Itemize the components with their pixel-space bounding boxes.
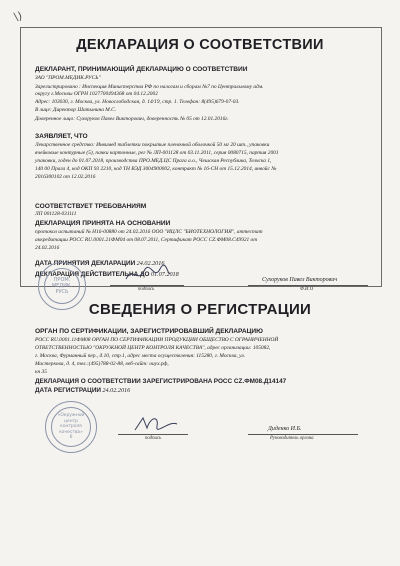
organ-heading: ОРГАН ПО СЕРТИФИКАЦИИ, ЗАРЕГИСТРИРОВАВШИЙ ДЕКЛАРАЦИЮ — [35, 328, 263, 335]
signature-caption: подпись — [138, 287, 155, 292]
accept-date-value: 24.02.2016 — [136, 260, 165, 267]
corner-mark: \) — [12, 9, 24, 24]
declarant-line-4: В лице: Директор Шатынина М.С. — [35, 107, 117, 113]
declarant-line-1: Зарегистрировано : Инспекция Министерства РФ по налогам и сборам №7 по Центральному адм. — [35, 84, 264, 90]
states-heading: ЗАЯВЛЯЕТ, ЧТО — [35, 133, 88, 140]
declarant-heading: ДЕКЛАРАНТ, ПРИНИМАЮЩИЙ ДЕКЛАРАЦИЮ О СООТВЕТСТВИИ — [35, 66, 248, 73]
basis-heading: ДЕКЛАРАЦИЯ ПРИНЯТА НА ОСНОВАНИИ — [35, 220, 171, 227]
company-stamp-ring — [44, 268, 80, 304]
states-line-4: 2016300102 от 12.02.2016 — [35, 174, 96, 180]
registered-label: ДЕКЛАРАЦИЯ О СООТВЕТСТВИИ ЗАРЕГИСТРИРОВАНА — [35, 378, 213, 385]
declarant-line-2: округу г.Москвы ОГРН 1027700494368 от 04.12.2002 — [35, 91, 158, 97]
organ-line-4: кн 35 — [35, 369, 47, 375]
registered-row — [35, 378, 286, 386]
basis-line-1: аккредитации РОСС RU.0001.21ФМ04 от 08.07.2011, Сертификат РОСС CZ.ФМ08.С49921 от — [35, 237, 258, 243]
accept-date-label: ДАТА ПРИНЯТИЯ ДЕКЛАРАЦИИ — [35, 260, 136, 267]
certification-body-stamp: «Окружной центр контроля качества» 6 — [45, 401, 97, 453]
head-signature-scrawl — [133, 412, 179, 434]
organ-line-2: г. Москва, Фурманный пер., д.10, стр.1, адрес места осуществления: 115280, г. Москва, ул. — [35, 353, 246, 359]
complies-value: ЛП 001128-031111 — [35, 211, 77, 217]
declarant-signature-line — [110, 285, 184, 286]
states-line-3: 140 00 Прага 4, код ОКП 93 2210, код ТН ВЭД 3004900002, контракт № 16-CH от 15.12.2014, инвойс № — [35, 166, 277, 172]
states-line-0: Лекарственное средство: Инвимед таблетки покрытые пленочной оболочкой 50 мг 20 шт., упаковки — [35, 142, 270, 148]
organ-line-0: РОСС RU.0001.11ФМ08 ОРГАН ПО СЕРТИФИКАЦИИ ПРОДУКЦИИ ОБЩЕСТВО С ОГРАНИЧЕННОЙ — [35, 337, 279, 343]
states-line-1: ячейковые контурные (5), пачки картонные, рег № ЛП-001128 от 03.11.2011, серия 0080715, партия 2001 — [35, 150, 279, 156]
declaration-title: ДЕКЛАРАЦИЯ О СООТВЕТСТВИИ — [76, 37, 324, 53]
basis-line-2: 24.02.2016 — [35, 245, 60, 251]
complies-heading: СООТВЕТСТВУЕТ ТРЕБОВАНИЯМ — [35, 203, 147, 210]
states-line-2: упаковки, годен до 01.07.2018, производства ПРО.МЕД.ЦС Прага а.о., Чешская Республика, Телчска 1, — [35, 158, 272, 164]
valid-date-value: 01.07.2018 — [150, 271, 179, 278]
registered-number: РОСС CZ.ФМ08.Д14147 — [213, 378, 287, 385]
organ-line-1: ОТВЕТСТВЕННОСТЬЮ "ОКРУЖНОЙ ЦЕНТР КОНТРОЛЯ КАЧЕСТВА", адрес организации: 105082, — [35, 345, 271, 351]
declarant-signature-scrawl — [124, 263, 172, 285]
reg-date-value: 24.02.2016 — [102, 387, 131, 394]
signer-name-line — [248, 285, 368, 286]
signature-caption-2: подпись — [145, 436, 162, 441]
company-stamp: ПРОМ. МЕДИК. РУСЬ — [38, 262, 86, 310]
declarant-line-5: Доверенное лицо: Сухоруков Павел Викторович, доверенность № 05 от 12.01.2016г. — [35, 116, 229, 122]
organ-line-3: Мастеркова, д. 4, тел.:(495)788-02-88, веб-сайт: ouyx.pф, — [35, 361, 169, 367]
signer-name: Сухоруков Павел Викторович — [262, 277, 338, 283]
head-name-line — [248, 434, 358, 435]
head-caption: Руководитель органа — [270, 436, 314, 441]
reg-date-label: ДАТА РЕГИСТРАЦИИ — [35, 387, 102, 394]
certification-stamp-ring — [51, 407, 91, 447]
registration-title: СВЕДЕНИЯ О РЕГИСТРАЦИИ — [88, 301, 312, 318]
declarant-line-0: ЗАО "ПРОМ.МЕДИК.РУСЬ" — [35, 75, 101, 81]
valid-label: ДЕКЛАРАЦИЯ ДЕЙСТВИТЕЛЬНА ДО — [35, 271, 150, 278]
name-caption: Ф.И.О — [300, 287, 314, 292]
basis-line-0: протокол испытаний № Н16-00880 от 24.02.2016 ООО "ИЦЛС "БИОТЕХНОЛОГИЯ", аттестат — [35, 229, 263, 235]
reg-date-row — [35, 387, 130, 395]
head-signature-line — [118, 434, 188, 435]
head-name: Диденко И.Б. — [268, 426, 302, 432]
declarant-line-3: Адрес: 103030, г. Москва, ул. Новослободская, д. 14/19, стр. 1. Телефон: 8(495)679-07-03. — [35, 99, 240, 105]
